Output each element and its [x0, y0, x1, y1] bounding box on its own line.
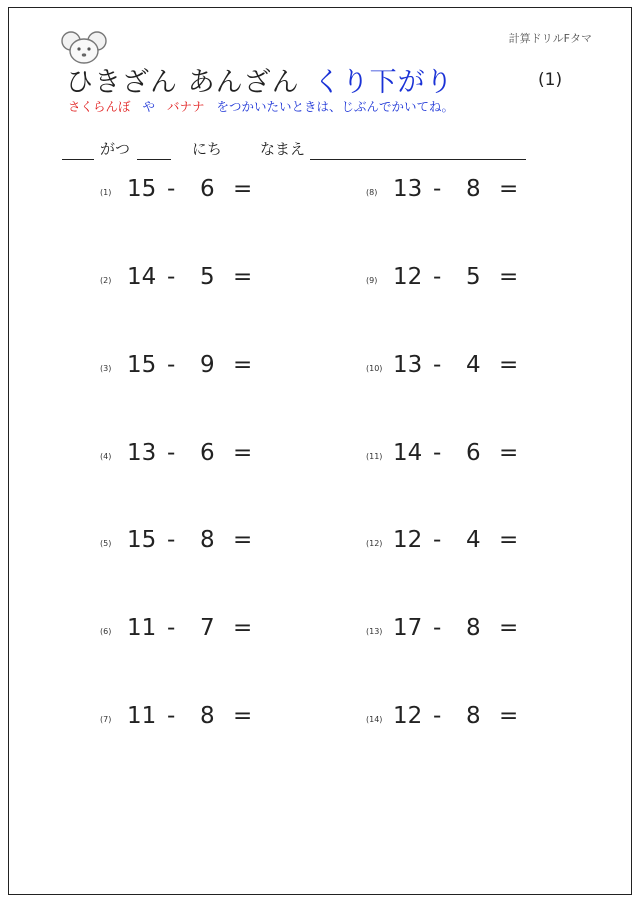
problem-number: (1)	[100, 188, 112, 197]
minuend: 12	[393, 264, 423, 290]
subtrahend: 5	[466, 264, 481, 290]
minus-sign: -	[433, 527, 442, 553]
equals-sign: =	[233, 264, 253, 290]
subtrahend: 4	[466, 352, 481, 378]
minuend: 12	[393, 703, 423, 729]
equals-sign: =	[233, 352, 253, 378]
subtrahend: 8	[466, 615, 481, 641]
minuend: 11	[127, 703, 157, 729]
month-blank[interactable]	[62, 158, 94, 160]
equals-sign: =	[499, 703, 519, 729]
subtrahend: 8	[200, 527, 215, 553]
minuend: 13	[393, 176, 423, 202]
problem-number: (13)	[366, 627, 383, 636]
equals-sign: =	[233, 703, 253, 729]
day-label: にち	[192, 140, 223, 158]
minuend: 15	[127, 352, 157, 378]
equals-sign: =	[233, 527, 253, 553]
minuend: 12	[393, 527, 423, 553]
brand-label: 計算ドリルFタマ	[508, 32, 592, 45]
problem-number: (2)	[100, 276, 112, 285]
minuend: 11	[127, 615, 157, 641]
subtrahend: 9	[200, 352, 215, 378]
minus-sign: -	[433, 615, 442, 641]
subtrahend: 8	[466, 703, 481, 729]
minus-sign: -	[433, 176, 442, 202]
equals-sign: =	[499, 615, 519, 641]
problem-number: (11)	[366, 452, 383, 461]
subtrahend: 6	[466, 440, 481, 466]
minus-sign: -	[433, 703, 442, 729]
minuend: 17	[393, 615, 423, 641]
minus-sign: -	[167, 440, 176, 466]
minuend: 13	[127, 440, 157, 466]
problem-number: (9)	[366, 276, 378, 285]
month-label: がつ	[100, 140, 131, 158]
subtrahend: 8	[466, 176, 481, 202]
equals-sign: =	[499, 176, 519, 202]
problem-number: (6)	[100, 627, 112, 636]
date-name-line	[62, 138, 532, 160]
minuend: 15	[127, 176, 157, 202]
problem-number: (12)	[366, 539, 383, 548]
minus-sign: -	[433, 440, 442, 466]
minuend: 14	[393, 440, 423, 466]
subtrahend: 4	[466, 527, 481, 553]
problem-number: (3)	[100, 364, 112, 373]
instruction-rest: をつかいたいときは、じぶんでかいてね。	[216, 99, 455, 114]
equals-sign: =	[233, 615, 253, 641]
title-accent: くり下がり	[313, 67, 454, 98]
equals-sign: =	[233, 176, 253, 202]
subtrahend: 6	[200, 176, 215, 202]
equals-sign: =	[499, 352, 519, 378]
page-number: (1)	[538, 70, 563, 90]
equals-sign: =	[499, 527, 519, 553]
subtrahend: 5	[200, 264, 215, 290]
equals-sign: =	[233, 440, 253, 466]
instruction-cherry: さくらんぼ	[68, 99, 131, 114]
minus-sign: -	[433, 352, 442, 378]
name-blank[interactable]	[310, 158, 526, 160]
problem-number: (8)	[366, 188, 378, 197]
minuend: 14	[127, 264, 157, 290]
subtrahend: 8	[200, 703, 215, 729]
day-blank[interactable]	[137, 158, 171, 160]
problem-number: (10)	[366, 364, 383, 373]
minus-sign: -	[167, 352, 176, 378]
problem-number: (7)	[100, 715, 112, 724]
title-main: ひきざん あんざん	[66, 67, 300, 98]
problem-number: (14)	[366, 715, 383, 724]
subtrahend: 6	[200, 440, 215, 466]
name-label: なまえ	[260, 140, 306, 158]
instruction-or: や	[142, 99, 156, 114]
minuend: 13	[393, 352, 423, 378]
equals-sign: =	[499, 264, 519, 290]
worksheet-title	[66, 60, 454, 99]
minus-sign: -	[167, 703, 176, 729]
subtrahend: 7	[200, 615, 215, 641]
equals-sign: =	[499, 440, 519, 466]
minus-sign: -	[167, 176, 176, 202]
minus-sign: -	[167, 264, 176, 290]
instruction-text	[68, 97, 454, 115]
minus-sign: -	[167, 615, 176, 641]
problem-number: (5)	[100, 539, 112, 548]
problem-number: (4)	[100, 452, 112, 461]
instruction-banana: バナナ	[167, 99, 205, 114]
minus-sign: -	[433, 264, 442, 290]
minuend: 15	[127, 527, 157, 553]
minus-sign: -	[167, 527, 176, 553]
